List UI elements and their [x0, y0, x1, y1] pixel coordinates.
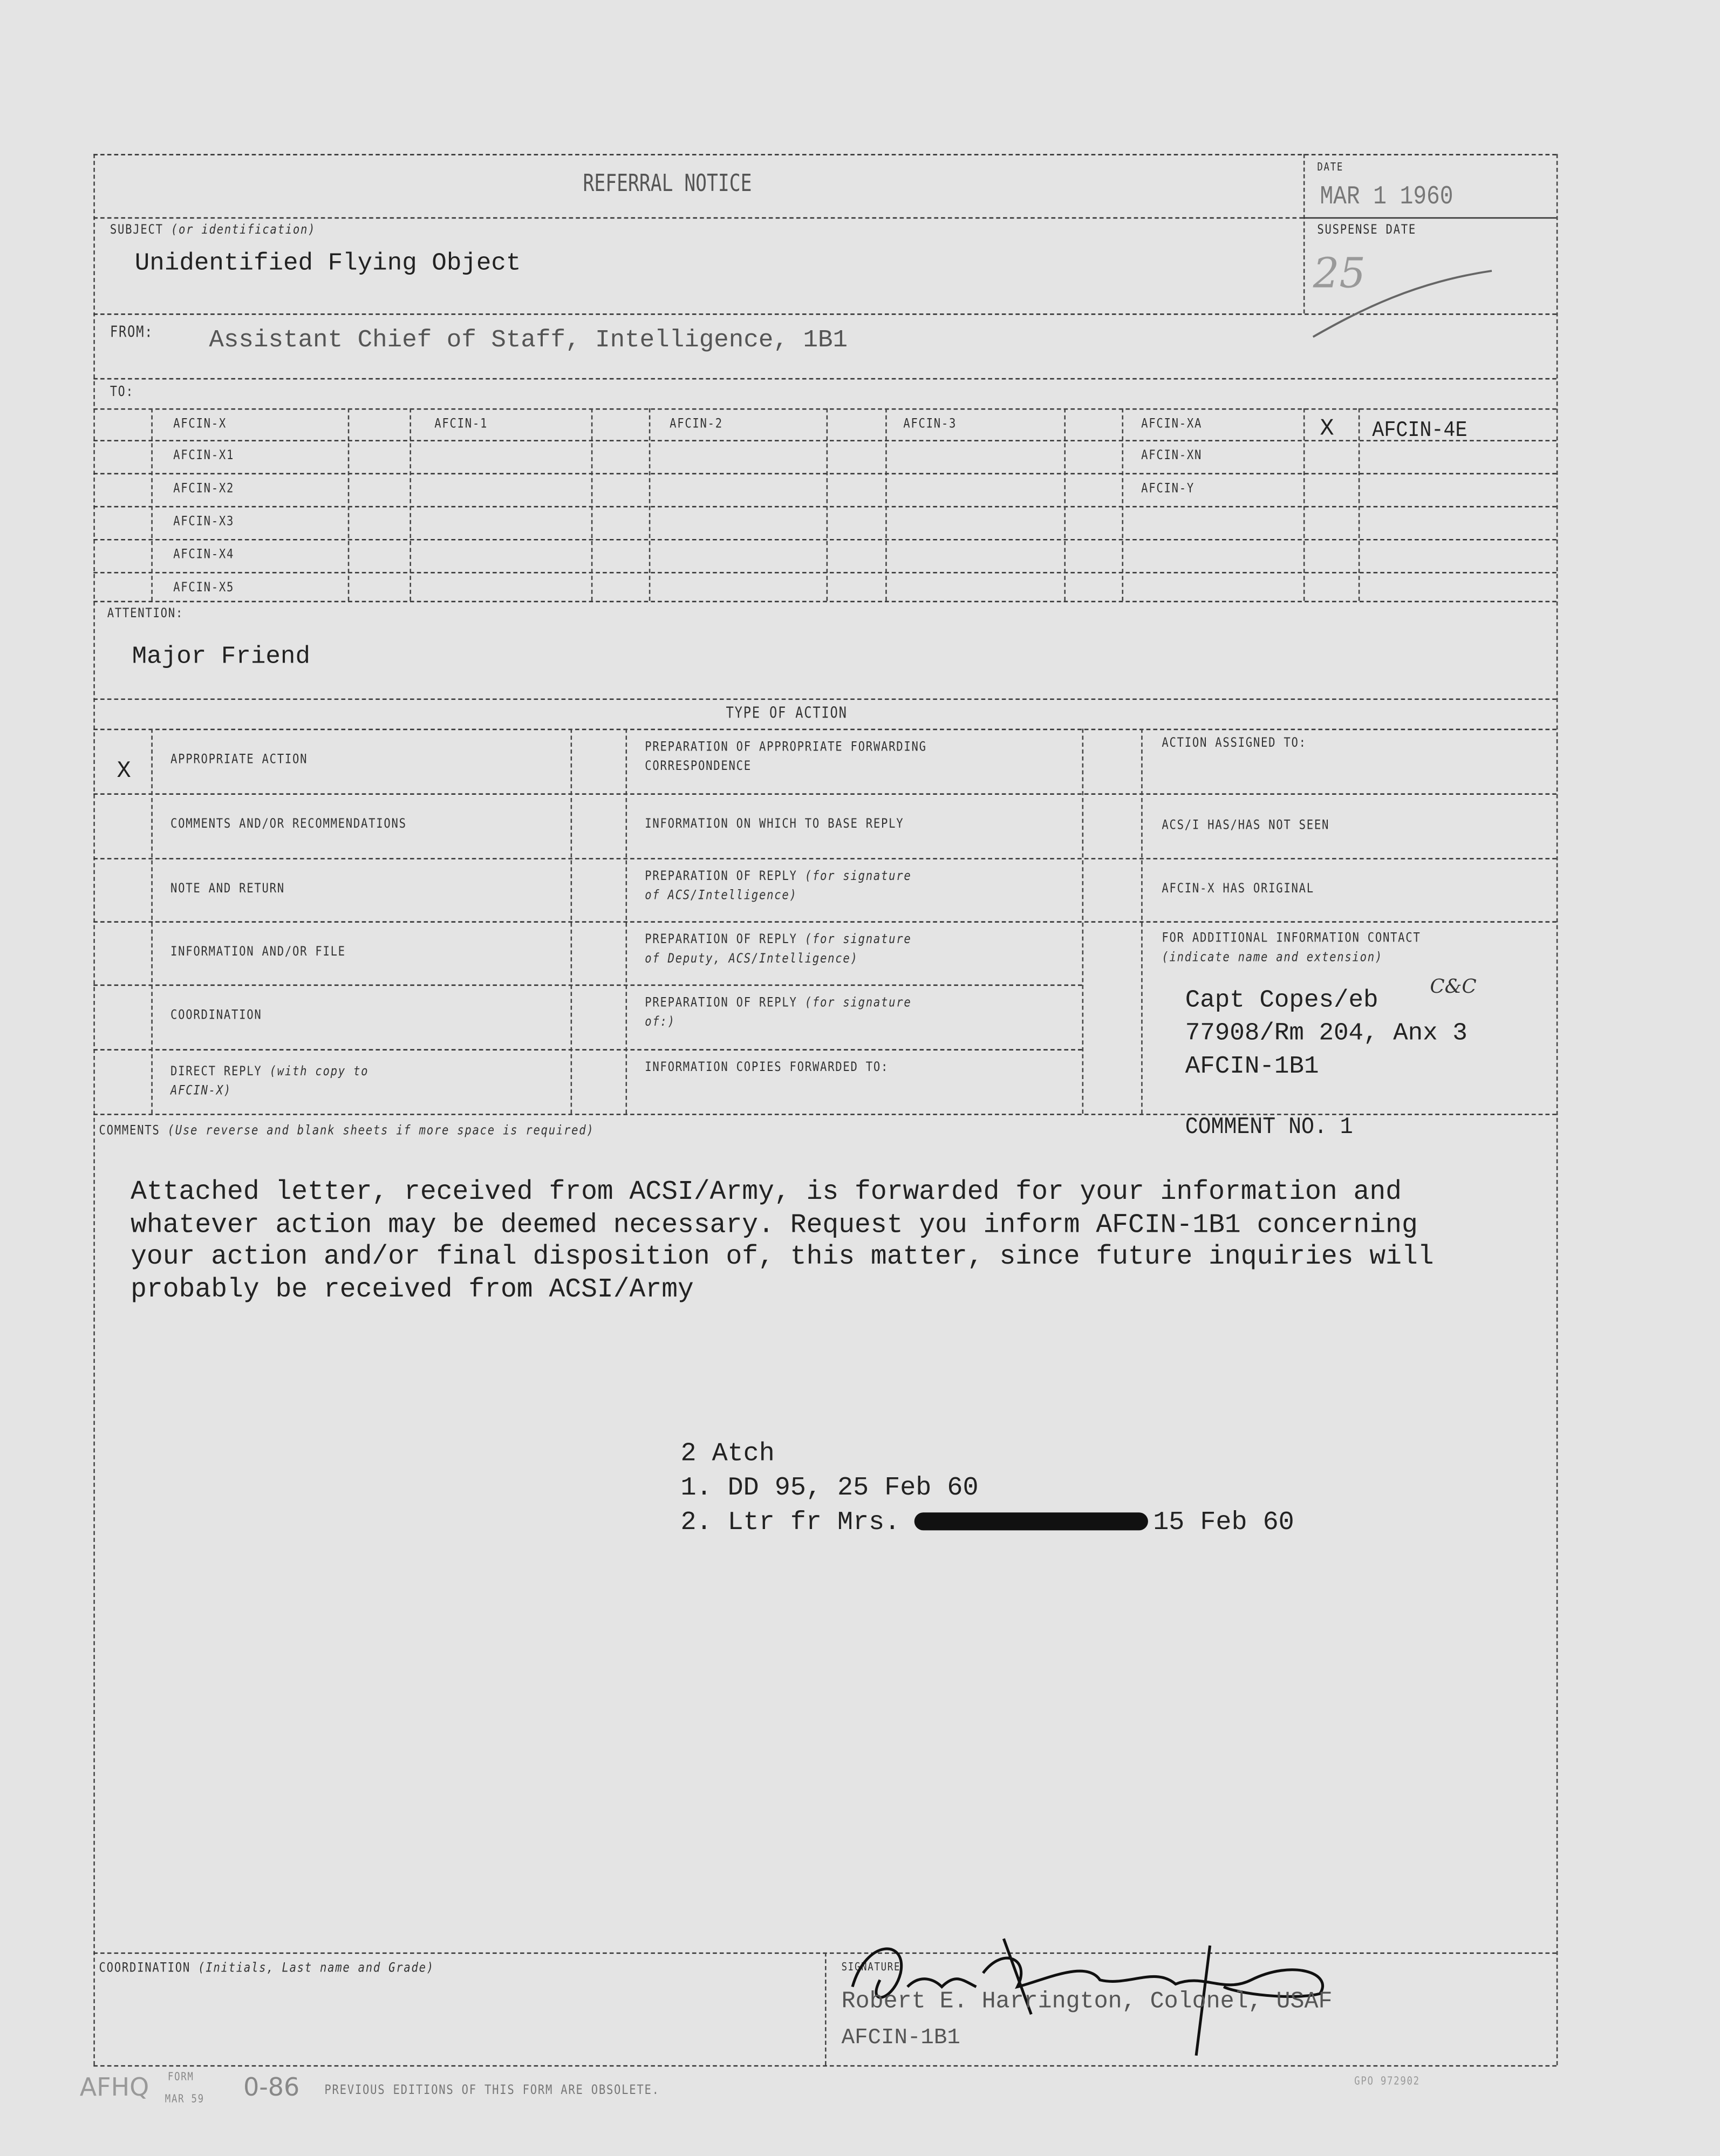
from-value: Assistant Chief of Staff, Intelligence, 1B1	[209, 327, 848, 355]
action-option-label	[645, 994, 911, 1032]
action-checkbox[interactable]	[571, 729, 626, 792]
attachments	[680, 1437, 1294, 1540]
action-label-text: PREPARATION OF APPROPRIATE FORWARDING	[645, 740, 927, 755]
action-label-text: INFORMATION AND/OR FILE	[170, 944, 346, 960]
action-label-text: CORRESPONDENCE	[645, 759, 752, 774]
contact-line: AFCIN-1B1	[1185, 1053, 1319, 1081]
attachment-item-date: 15 Feb 60	[1153, 1507, 1294, 1538]
subject-value: Unidentified Flying Object	[134, 250, 521, 278]
action-label-text: PREPARATION OF REPLY	[645, 995, 797, 1011]
comments-label	[99, 1123, 594, 1138]
divider	[1303, 154, 1305, 313]
action-option-label	[170, 750, 308, 770]
contact-details	[1185, 985, 1468, 1083]
grid-line	[93, 506, 1556, 508]
form-agency: AFHQ	[79, 2073, 149, 2103]
to-office-option[interactable]: AFCIN-XN	[1141, 448, 1203, 463]
border-right	[1557, 154, 1558, 2065]
action-option-label	[170, 943, 346, 963]
divider	[93, 2065, 1556, 2067]
grid-line	[591, 408, 593, 601]
attachment-item	[680, 1505, 1294, 1540]
to-extra-office: AFCIN-4E	[1372, 418, 1468, 443]
action-checkbox[interactable]	[571, 858, 626, 921]
comment-line: your action and/or final disposition of, this matter, since future inquiries will	[131, 1241, 1434, 1272]
subject-label	[110, 223, 316, 238]
action-checkbox[interactable]	[571, 921, 626, 984]
grid-line	[827, 408, 828, 601]
action-checkbox[interactable]	[571, 793, 626, 856]
action-assigned-label: ACTION ASSIGNED TO:	[1162, 735, 1307, 751]
action-hint: of Deputy, ACS/Intelligence)	[645, 951, 858, 967]
contact-label: FOR ADDITIONAL INFORMATION CONTACT	[1162, 931, 1421, 946]
to-office-option[interactable]: AFCIN-XA	[1141, 417, 1203, 432]
comment-line: Attached letter, received from ACSI/Army, is forwarded for your information and	[131, 1177, 1402, 1207]
form-number: 0-86	[243, 2073, 300, 2103]
action-checkbox[interactable]: X	[117, 759, 131, 786]
to-office-option[interactable]: AFCIN-X4	[173, 547, 235, 563]
grid-line	[93, 729, 1556, 731]
obsolete-notice: PREVIOUS EDITIONS OF THIS FORM ARE OBSOLETE.	[324, 2083, 660, 2098]
action-hint: (for signature	[804, 995, 912, 1011]
attachments-header: 2 Atch	[680, 1438, 775, 1469]
comment-line: probably be received from ACSI/Army	[131, 1274, 694, 1305]
grid-line	[1122, 408, 1123, 601]
action-option-label	[645, 1059, 889, 1078]
grid-line	[1141, 729, 1143, 1114]
coordination-hint: (Initials, Last name and Grade)	[198, 1961, 434, 1976]
comments-label-text: COMMENTS	[99, 1123, 160, 1139]
divider	[93, 378, 1556, 380]
redaction-bar	[914, 1513, 1148, 1531]
comment-body	[131, 1177, 1434, 1306]
action-label-text: PREPARATION OF REPLY	[645, 869, 797, 884]
grid-line	[93, 858, 1556, 859]
to-office-option[interactable]: AFCIN-X1	[173, 448, 235, 463]
grid-line	[626, 729, 627, 1114]
handwritten-stroke-icon	[1306, 254, 1499, 344]
divider	[1303, 217, 1557, 219]
acs-seen-label: ACS/I HAS/HAS NOT SEEN	[1162, 818, 1330, 834]
comment-line: whatever action may be deemed necessary. Request you inform AFCIN-1B1 concerning	[131, 1209, 1418, 1240]
to-office-option[interactable]: AFCIN-3	[903, 417, 957, 432]
action-option-label	[170, 880, 285, 899]
grid-line	[93, 473, 1556, 475]
form-date: MAR 59	[165, 2092, 204, 2105]
suspense-date-handwritten: 25	[1313, 250, 1366, 299]
action-hint: (for signature	[804, 932, 912, 947]
action-hint: of:)	[645, 1014, 675, 1030]
action-option-label	[170, 1063, 368, 1101]
divider	[93, 601, 1556, 603]
gpo-number: GPO 972902	[1354, 2075, 1420, 2087]
grid-line	[93, 440, 1556, 441]
action-option-label	[170, 815, 407, 835]
subject-label-text: SUBJECT	[110, 222, 163, 238]
action-label-text: INFORMATION COPIES FORWARDED TO:	[645, 1060, 889, 1075]
grid-line	[93, 539, 1556, 541]
comment-number: COMMENT NO. 1	[1185, 1115, 1353, 1142]
signer-name: Robert E. Harrington, Colonel, USAF	[841, 1989, 1333, 2016]
action-label-text: DIRECT REPLY	[170, 1064, 262, 1080]
action-option-label	[645, 868, 911, 906]
action-label-text: PREPARATION OF REPLY	[645, 932, 797, 947]
action-option-label	[645, 931, 911, 969]
to-office-option[interactable]: AFCIN-1	[434, 417, 488, 432]
grid-line	[348, 408, 350, 601]
to-office-option[interactable]: AFCIN-X5	[173, 580, 235, 596]
grid-line	[409, 408, 411, 601]
action-hint: (with copy to	[269, 1064, 369, 1080]
border-top	[93, 154, 1556, 155]
contact-line: Capt Copes/eb	[1185, 987, 1378, 1015]
action-checkbox[interactable]	[571, 1049, 626, 1112]
contact-initials: C&C	[1430, 976, 1477, 999]
grid-line	[1064, 408, 1066, 601]
grid-line	[151, 729, 153, 1114]
action-label-text: COMMENTS AND/OR RECOMMENDATIONS	[170, 816, 407, 832]
to-office-option[interactable]: AFCIN-X3	[173, 514, 235, 530]
action-option-label	[645, 815, 904, 835]
to-office-option[interactable]: AFCIN-2	[670, 417, 723, 432]
action-option-label	[645, 738, 927, 776]
suspense-date-label: SUSPENSE DATE	[1317, 222, 1416, 238]
divider	[93, 699, 1556, 700]
grid-line	[151, 408, 153, 601]
to-office-option[interactable]: AFCIN-Y	[1141, 481, 1195, 496]
divider	[93, 217, 1303, 219]
action-option-label	[170, 1006, 262, 1026]
grid-line	[93, 921, 1556, 923]
subject-hint: (or identification)	[170, 222, 316, 238]
coordination-label-text: COORDINATION	[99, 1961, 190, 1976]
date-label: DATE	[1317, 161, 1344, 174]
action-hint: of ACS/Intelligence)	[645, 888, 797, 904]
afcin-x-original-label: AFCIN-X HAS ORIGINAL	[1162, 881, 1314, 897]
comments-hint: (Use reverse and blank sheets if more space is required)	[167, 1123, 595, 1139]
grid-line	[885, 408, 887, 601]
action-label-text: INFORMATION ON WHICH TO BASE REPLY	[645, 816, 904, 832]
form-word: FORM	[167, 2070, 194, 2083]
attachment-item-text: 2. Ltr fr Mrs.	[680, 1507, 900, 1538]
attachment-item: 1. DD 95, 25 Feb 60	[680, 1472, 979, 1503]
grid-line	[1303, 408, 1305, 601]
form-title: REFERRAL NOTICE	[583, 170, 752, 198]
grid-line	[93, 572, 1556, 574]
action-hint: AFCIN-X)	[170, 1083, 231, 1099]
grid-line	[93, 408, 1556, 410]
action-label-text: COORDINATION	[170, 1007, 262, 1024]
contact-hint	[1162, 950, 1383, 965]
to-extra-checkmark[interactable]: X	[1320, 417, 1334, 443]
contact-line: 77908/Rm 204, Anx 3	[1185, 1020, 1468, 1048]
contact-hint-text: (indicate name and extension)	[1162, 950, 1383, 965]
action-hint: (for signature	[804, 869, 912, 884]
action-checkbox[interactable]	[571, 985, 626, 1048]
type-of-action-label: TYPE OF ACTION	[726, 704, 848, 722]
attention-value: Major Friend	[132, 643, 310, 671]
to-office-option[interactable]: AFCIN-X	[173, 417, 227, 432]
signer-office: AFCIN-1B1	[841, 2025, 960, 2050]
grid-line	[1082, 729, 1084, 1114]
to-office-option[interactable]: AFCIN-X2	[173, 481, 235, 496]
action-label-text: APPROPRIATE ACTION	[170, 752, 308, 768]
grid-line	[1359, 408, 1360, 601]
action-label-text: NOTE AND RETURN	[170, 881, 285, 897]
grid-line	[649, 408, 651, 601]
coordination-label	[99, 1961, 434, 1976]
signature-label: SIGNATURE	[841, 1961, 901, 1973]
from-label: FROM:	[110, 323, 154, 342]
date-stamp: MAR 1 1960	[1320, 181, 1453, 212]
attention-label: ATTENTION:	[107, 606, 184, 622]
grid-line	[93, 793, 1556, 795]
to-label: TO:	[110, 385, 134, 400]
